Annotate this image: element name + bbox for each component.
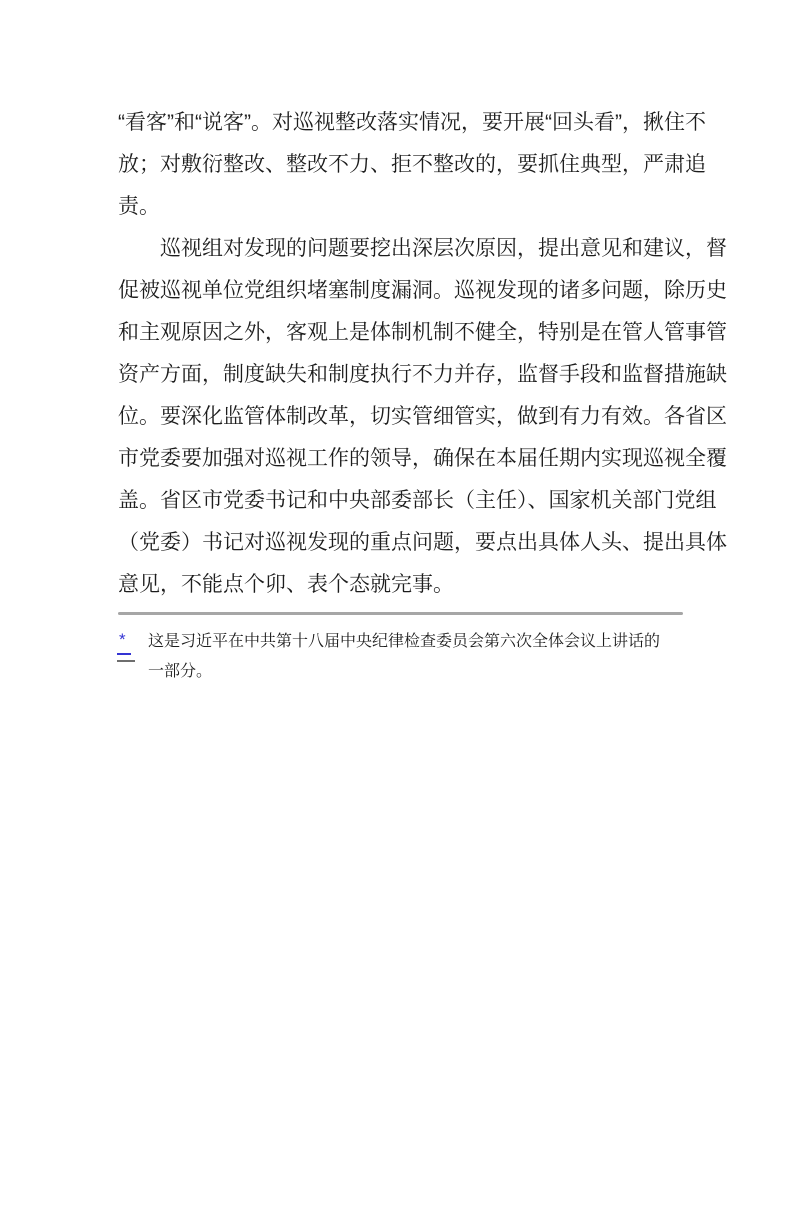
footnote-divider	[118, 612, 683, 615]
footnote-text	[148, 627, 685, 687]
footnote-line: 这是习近平在中共第十八届中央纪律检查委员会第六次全体会议上讲话的	[148, 633, 661, 650]
text-line: 市党委要加强对巡视工作的领导，确保在本届任期内实现巡视全覆	[118, 447, 727, 470]
body-text	[118, 102, 727, 606]
document-page	[0, 102, 800, 1232]
text-line: （党委）书记对巡视发现的重点问题，要点出具体人头、提出具体	[118, 531, 727, 554]
text-line: 责。	[118, 195, 160, 218]
footnote-marker-link[interactable]: *	[117, 627, 131, 655]
text-line: 放；对敷衍整改、整改不力、拒不整改的，要抓住典型，严肃追	[118, 153, 706, 176]
text-line: 促被巡视单位党组织堵塞制度漏洞。巡视发现的诸多问题，除历史	[118, 279, 727, 302]
footnote-marker-column	[117, 627, 148, 662]
text-line: 位。要深化监管体制改革，切实管细管实，做到有力有效。各省区	[118, 405, 727, 428]
text-line: 和主观原因之外，客观上是体制机制不健全，特别是在管人管事管	[118, 321, 727, 344]
text-line: “看客”和“说客”。对巡视整改落实情况，要开展“回头看”，揪住不	[118, 111, 706, 134]
text-line: 资产方面，制度缺失和制度执行不力并存，监督手段和监督措施缺	[118, 363, 727, 386]
footnote	[117, 627, 685, 687]
footnote-marker-underline	[117, 660, 135, 662]
footnote-line: 一部分。	[148, 663, 213, 680]
text-line: 盖。省区市党委书记和中央部委部长（主任）、国家机关部门党组	[118, 489, 717, 512]
text-line: 意见，不能点个卯、表个态就完事。	[118, 573, 454, 596]
text-line: 巡视组对发现的问题要挖出深层次原因，提出意见和建议，督	[118, 237, 727, 260]
